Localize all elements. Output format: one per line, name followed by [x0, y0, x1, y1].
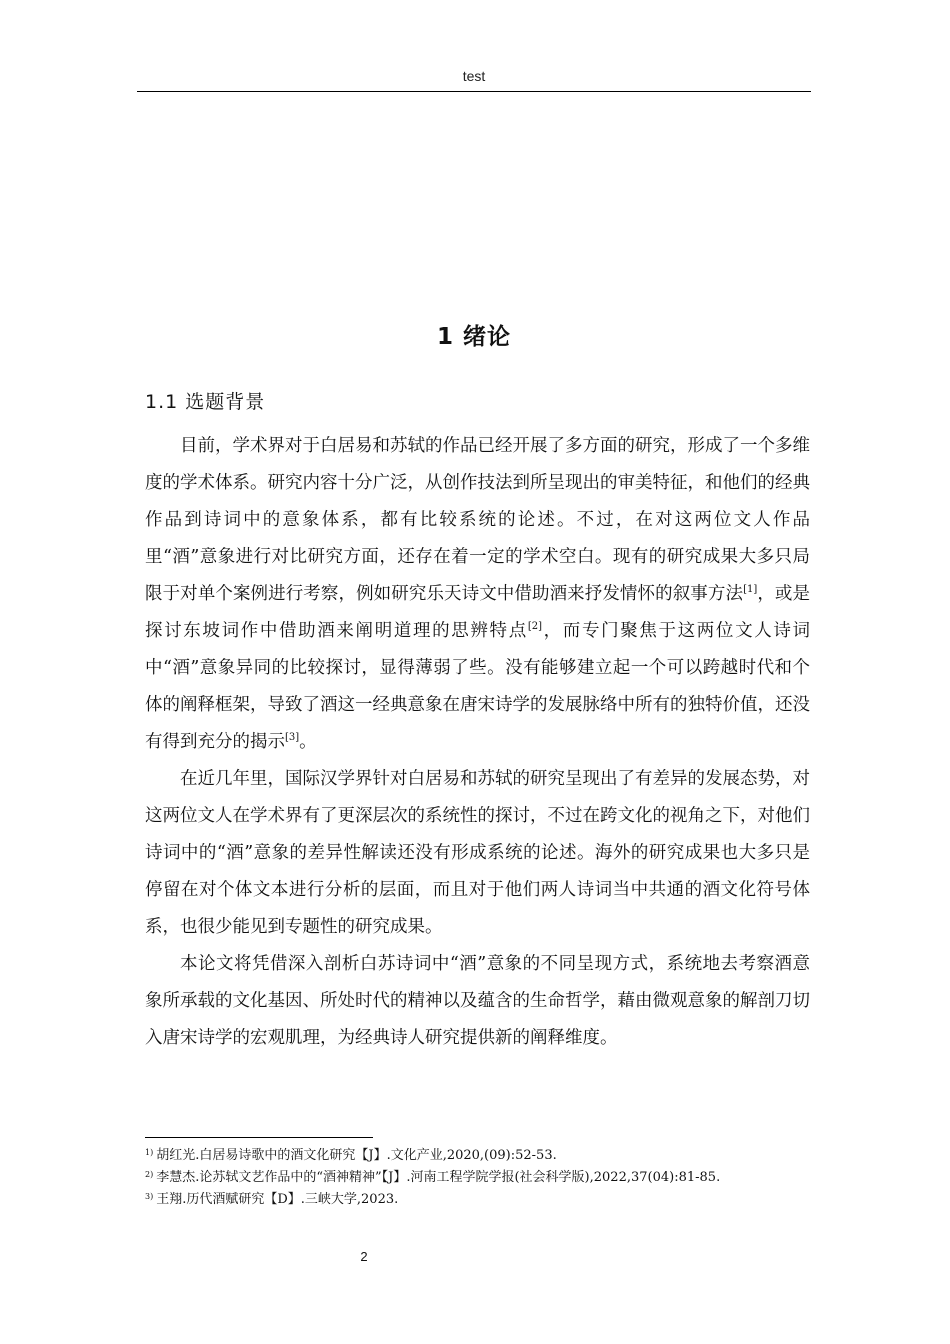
footnote-2 [145, 1165, 745, 1187]
body-text [145, 428, 810, 1057]
paragraph-1 [145, 428, 810, 761]
footnote-mark: 2) [145, 1170, 154, 1179]
footnote-text: 李慧杰.论苏轼文艺作品中的“酒神精神”【J】.河南工程学院学报(社会科学版),2022,37(04):81-85. [156, 1170, 721, 1185]
footnote-mark: 3) [145, 1192, 154, 1201]
footnote-3 [145, 1187, 745, 1209]
footnote-mark: 1) [145, 1148, 154, 1157]
footnote-text: 胡红光.白居易诗歌中的酒文化研究【J】.文化产业,2020,(09):52-53. [156, 1148, 557, 1163]
page-header: test [462, 68, 486, 84]
chapter-title: 1 绪论 [436, 324, 511, 350]
paragraph-1-text-c: ，而专门聚焦于这两位文人诗词中“酒”意象异同的比较探讨，显得薄弱了些。没有能够建立起一个可以跨越时代和个体的阐释框架，导致了酒这一经典意象在唐宋诗学的发展脉络中所有的独特价值，还没有得到充分的揭示 [145, 621, 811, 752]
header-rule [137, 91, 811, 92]
footnote-1 [145, 1143, 745, 1165]
paragraph-3: 本论文将凭借深入剖析白苏诗词中“酒”意象的不同呈现方式，系统地去考察酒意象所承载的文化基因、所处时代的精神以及蕴含的生命哲学，藉由微观意象的解剖刀切入唐宋诗学的宏观肌理，为经典诗人研究提供新的阐释维度。 [145, 954, 810, 1048]
paragraph-1-text-d: 。 [299, 732, 317, 752]
citation-3: [3] [285, 732, 300, 743]
citation-2: [2] [527, 621, 543, 632]
paragraph-2: 在近几年里，国际汉学界针对白居易和苏轼的研究呈现出了有差异的发展态势，对这两位文人在学术界有了更深层次的系统性的探讨，不过在跨文化的视角之下，对他们诗词中的“酒”意象的差异性解读还没有形成系统的论述。海外的研究成果也大多只是停留在对个体文本进行分析的层面，而且对于他们两人诗词当中共通的酒文化符号体系，也很少能见到专题性的研究成果。 [145, 769, 810, 937]
section-title: 1.1 选题背景 [145, 391, 266, 413]
footnotes [145, 1143, 745, 1209]
footnote-text: 王翔.历代酒赋研究【D】.三峡大学,2023. [156, 1192, 399, 1207]
paragraph-1-text-b: ，或是探讨东坡词作中借助酒来阐明道理的思辨特点 [145, 584, 811, 641]
paragraph-1-text-a: 目前，学术界对于白居易和苏轼的作品已经开展了多方面的研究，形成了一个多维度的学术体系。研究内容十分广泛，从创作技法到所呈现出的审美特征，和他们的经典作品到诗词中的意象体系，都有比较系统的论述。不过，在对这两位文人作品里“酒”意象进行对比研究方面，还存在着一定的学术空白。现有的研究成果大多只局限于对单个案例进行考察，例如研究乐天诗文中借助酒来抒发情怀的叙事方法 [145, 436, 810, 604]
citation-1: [1] [743, 584, 758, 595]
page-number: 2 [360, 1249, 368, 1264]
footnote-separator [145, 1137, 373, 1138]
